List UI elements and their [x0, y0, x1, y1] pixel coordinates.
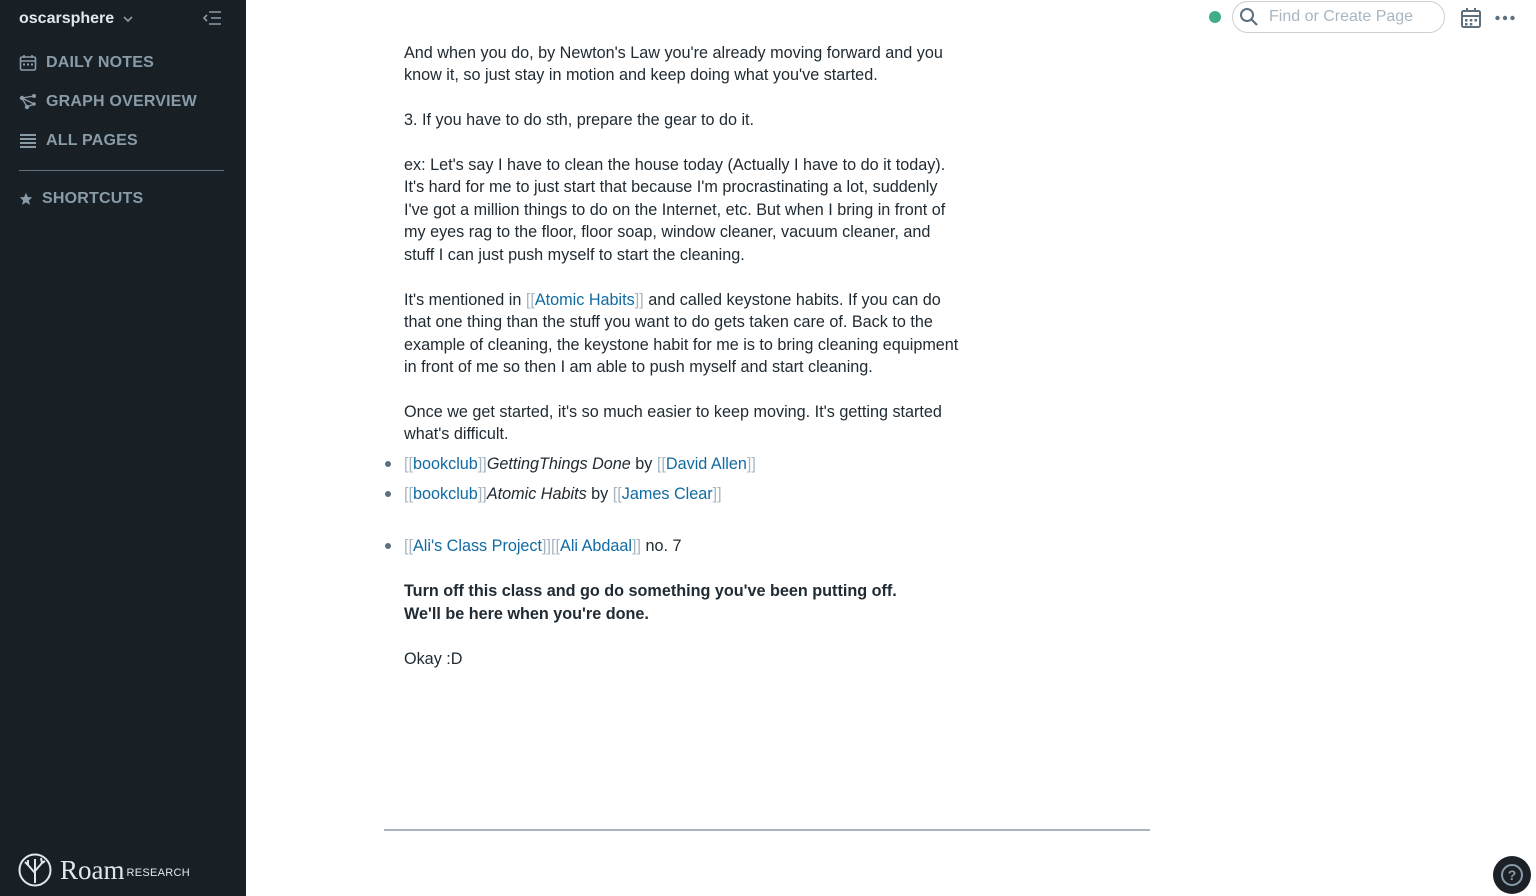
calendar-icon[interactable]: [1460, 7, 1482, 29]
page-link-bookclub[interactable]: bookclub: [413, 455, 478, 473]
bullet[interactable]: [385, 543, 391, 549]
sidebar-item-daily-notes[interactable]: [19, 51, 154, 75]
text-fragment: and called keystone habits. If you can do that one thing than the stuff you want to do gets taken care of. Back to the example of cleaning, the keystone habit for me is to bring cleaning equipment in front of me so then I am able to push myself and start cleaning.: [404, 291, 959, 377]
book-title: Atomic Habits: [486, 485, 587, 503]
chevron-down-icon: [122, 13, 134, 25]
link-bracket: [[: [404, 455, 413, 473]
page-link-bookclub[interactable]: bookclub: [413, 485, 478, 503]
graph-name-label: oscarsphere: [19, 10, 115, 27]
text-fragment: It's mentioned in: [404, 291, 526, 309]
calendar-icon: [19, 54, 37, 72]
page-link-atomic-habits[interactable]: Atomic Habits: [534, 291, 635, 309]
page-link-ali-abdaal[interactable]: Ali Abdaal: [560, 537, 633, 555]
link-bracket: ]]: [634, 291, 644, 309]
link-bracket: [[: [656, 455, 666, 473]
block-text[interactable]: Okay :D: [404, 650, 463, 668]
logo-sub: RESEARCH: [126, 867, 191, 879]
sidebar: [0, 0, 246, 896]
list-icon: [19, 132, 37, 150]
shortcuts-label: SHORTCUTS: [42, 190, 144, 207]
collapse-sidebar-icon[interactable]: [202, 9, 222, 27]
link-bracket: [[: [612, 485, 622, 503]
search-box[interactable]: [1232, 1, 1445, 33]
shortcuts-header: [19, 187, 143, 211]
page-link-author[interactable]: David Allen: [665, 455, 747, 473]
link-bracket: [[: [551, 537, 561, 555]
link-bracket: [[: [404, 485, 413, 503]
block-text-bold[interactable]: Turn off this class and go do something you've been putting off.: [404, 582, 897, 600]
item-suffix: no. 7: [645, 537, 682, 555]
search-icon: [1239, 7, 1259, 27]
list-item[interactable]: [385, 535, 682, 557]
list-item[interactable]: [385, 453, 756, 475]
sidebar-item-label: DAILY NOTES: [46, 54, 155, 71]
page-link-author[interactable]: James Clear: [621, 485, 713, 503]
page-end-divider: [384, 829, 1150, 831]
block-text[interactable]: Once we get started, it's so much easier to keep moving. It's getting started what's difficult.: [404, 403, 942, 444]
help-icon: ?: [1501, 864, 1523, 886]
block-text[interactable]: 3. If you have to do sth, prepare the gear to do it.: [404, 111, 755, 129]
sidebar-item-all-pages[interactable]: [19, 129, 138, 153]
link-bracket: ]]: [746, 455, 756, 473]
by-text: by: [591, 485, 609, 503]
logo-word: Roam: [60, 854, 125, 885]
graph-icon: [19, 93, 37, 111]
block-text[interactable]: [404, 289, 964, 379]
book-title: GettingThings Done: [486, 455, 631, 473]
roam-logo[interactable]: [18, 853, 190, 887]
link-bracket: ]]: [542, 537, 552, 555]
star-icon: [19, 192, 33, 206]
sidebar-divider: [19, 170, 224, 171]
graph-switcher[interactable]: [19, 9, 134, 29]
block-text-bold[interactable]: We'll be here when you're done.: [404, 605, 649, 623]
bullet[interactable]: [385, 461, 391, 467]
more-options-icon[interactable]: [1494, 7, 1516, 29]
bullet[interactable]: [385, 491, 391, 497]
list-item[interactable]: [385, 483, 722, 505]
block-text[interactable]: ex: Let's say I have to clean the house today (Actually I have to do it today). It's hard for me to just start that because I'm procrastinating a lot, suddenly I've got a million things to do on the Internet, etc. But when I bring in front of my eyes rag to the floor, floor soap, window cleaner, vacuum cleaner, and stuff I can just push myself to start the cleaning.: [404, 156, 946, 264]
link-bracket: ]]: [712, 485, 722, 503]
sidebar-item-graph-overview[interactable]: [19, 90, 197, 114]
roam-tree-icon: [18, 853, 52, 887]
sidebar-item-label: GRAPH OVERVIEW: [46, 93, 197, 110]
help-button[interactable]: [1493, 856, 1531, 894]
sidebar-item-label: ALL PAGES: [46, 132, 138, 149]
sync-status-dot: [1209, 11, 1221, 23]
page-link-class-project[interactable]: Ali's Class Project: [413, 537, 543, 555]
link-bracket: [[: [525, 291, 535, 309]
link-bracket: ]]: [477, 455, 487, 473]
search-input[interactable]: [1267, 7, 1441, 27]
link-bracket: ]]: [632, 537, 642, 555]
block-text[interactable]: And when you do, by Newton's Law you're already moving forward and you know it, so just stay in motion and keep doing what you've started.: [404, 44, 943, 85]
link-bracket: [[: [404, 537, 413, 555]
link-bracket: ]]: [477, 485, 487, 503]
by-text: by: [635, 455, 653, 473]
